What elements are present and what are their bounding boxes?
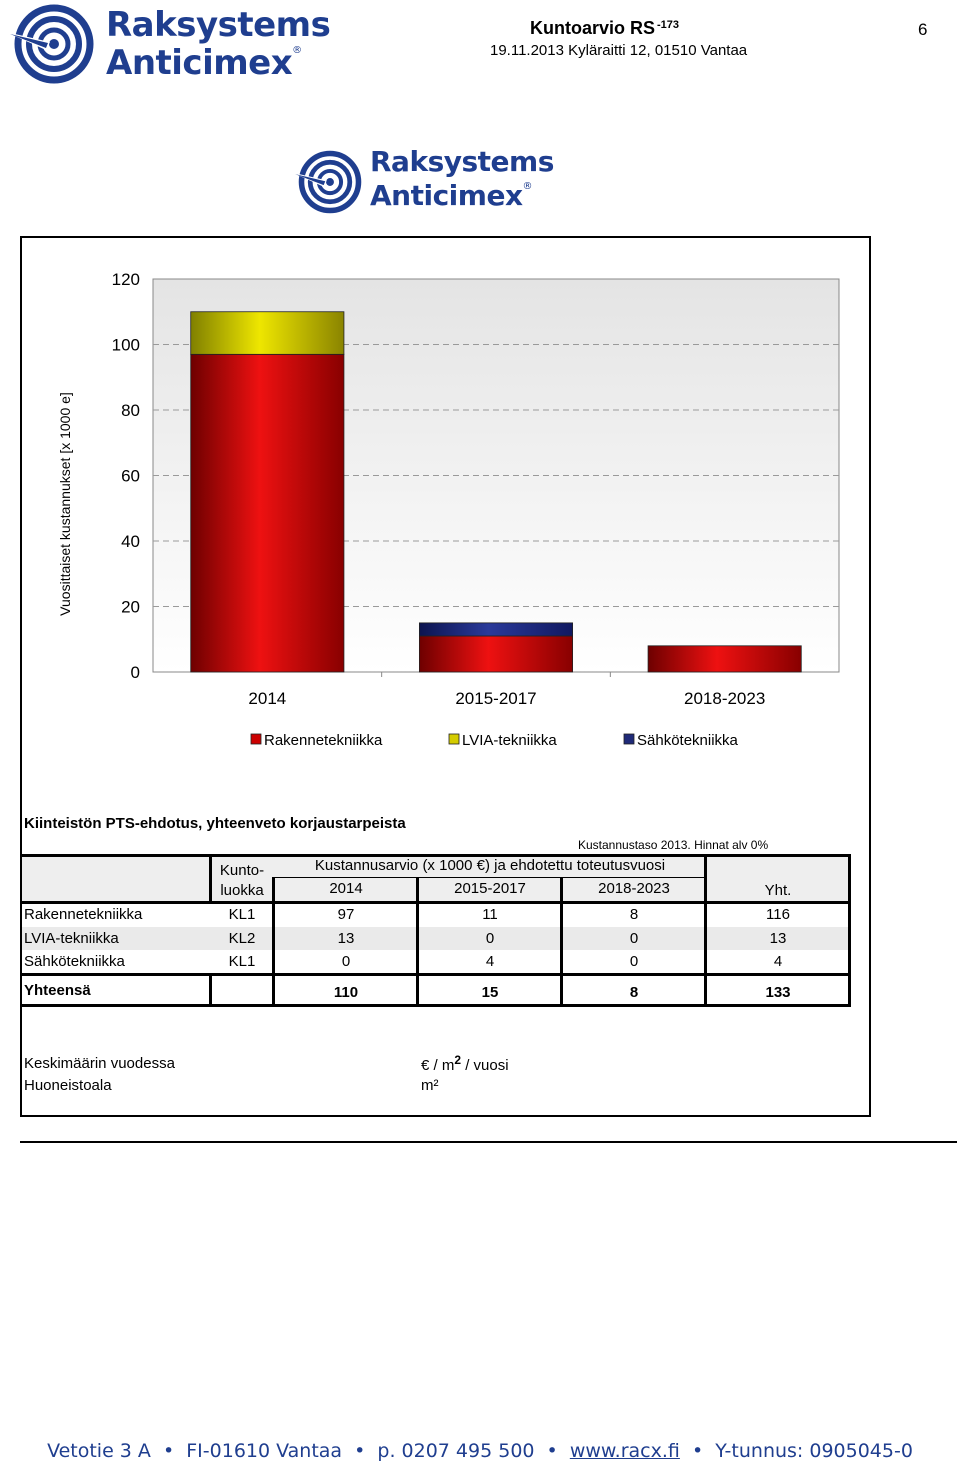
footer-bullet-2: •	[354, 1440, 366, 1462]
footer-bullet-1: •	[162, 1440, 175, 1462]
row-rak-v3: 8	[629, 906, 639, 923]
header-bottom-line	[22, 901, 850, 904]
header-cost-group: Kustannusarvio (x 1000 €) ja ehdotettu toteutusvuosi	[314, 857, 666, 874]
footer-address: Vetotie 3 A	[47, 1440, 151, 1462]
header-year-3: 2018-2023	[598, 880, 670, 897]
sum-label: Yhteensä	[24, 982, 91, 999]
sum-v1: 110	[333, 984, 359, 1001]
footer-business-id: Y-tunnus: 0905045-0	[715, 1440, 913, 1462]
footer-website-link[interactable]: www.racx.fi	[569, 1440, 680, 1462]
y-tick-label: 80	[121, 401, 140, 420]
area-label: Huoneistoala	[24, 1077, 112, 1094]
row-lvia-total: 13	[769, 930, 787, 947]
report-subtitle: 19.11.2013 Kyläraitti 12, 01510 Vantaa	[490, 42, 748, 59]
footer-bullet-4: •	[691, 1440, 704, 1462]
header-year-1: 2014	[329, 880, 363, 897]
y-tick-label: 20	[121, 597, 140, 617]
legend-label: LVIA-tekniikka	[462, 732, 557, 749]
table-title: Kiinteistön PTS-ehdotus, yhteenveto korjaustarpeista	[24, 815, 406, 832]
header-class-2: luokka	[220, 882, 264, 899]
page-footer	[0, 1440, 960, 1462]
center-logo-line-1: Raksystems	[370, 145, 554, 178]
row-lvia-name: LVIA-tekniikka	[24, 930, 119, 947]
sum-total: 133	[765, 984, 791, 1001]
y-axis-label: Vuosittaiset kustannukset [x 1000 e]	[57, 392, 73, 616]
x-tick-label: 2014	[248, 689, 287, 708]
row-sahko-class: KL1	[228, 953, 256, 970]
avg-unit	[421, 1053, 509, 1074]
y-tick-label: 0	[130, 663, 140, 682]
table-bottom-line	[22, 1004, 850, 1007]
row-lvia-v2: 0	[485, 930, 495, 947]
row-sahko-v3: 0	[629, 953, 639, 970]
y-tick-label: 120	[111, 270, 140, 289]
row-rak-class: KL1	[228, 906, 256, 923]
area-unit: m²	[421, 1077, 439, 1094]
page-divider	[20, 1141, 957, 1143]
y-tick-label: 40	[121, 532, 140, 551]
row-lvia-v3: 0	[629, 930, 639, 947]
row-sahko-v2: 4	[485, 953, 495, 970]
avg-label: Keskimäärin vuodessa	[24, 1055, 175, 1072]
x-tick-label: 2015-2017	[455, 689, 537, 708]
row-rak-v1: 97	[337, 906, 355, 923]
page-number: 6	[918, 20, 928, 39]
footer-phone: p. 0207 495 500	[377, 1440, 535, 1462]
avg-unit-post: / vuosi	[461, 1057, 509, 1074]
row-rak-v2: 11	[482, 906, 498, 923]
legend-label: Sähkötekniikka	[637, 732, 738, 749]
avg-unit-sup: 2	[454, 1053, 462, 1067]
sum-v2: 15	[481, 984, 499, 1001]
footer-bullet-3: •	[546, 1440, 558, 1462]
y-tick-label: 60	[121, 466, 140, 486]
cost-level-note: Kustannustaso 2013. Hinnat alv 0%	[578, 838, 769, 852]
center-logo-line-2-text: Anticimex	[370, 179, 523, 212]
row-sahko-total: 4	[773, 953, 783, 970]
sum-top-line	[22, 973, 850, 976]
row-lvia-class: KL2	[228, 930, 256, 947]
header-year-2: 2015-2017	[454, 880, 526, 897]
report-title-number: -173	[657, 19, 680, 31]
sum-v3: 8	[629, 984, 639, 1001]
report-title-text: Kuntoarvio RS	[530, 18, 656, 38]
row-sahko-v1: 0	[341, 953, 351, 970]
logo-line-2-text: Anticimex	[106, 43, 293, 83]
header-total: Yht.	[764, 882, 792, 899]
avg-unit-pre: € / m	[421, 1057, 455, 1074]
row-lvia-v1: 13	[337, 930, 355, 947]
center-logo-reg-mark: ®	[522, 181, 533, 192]
x-tick-label: 2018-2023	[684, 689, 766, 708]
y-tick-label: 100	[111, 335, 140, 355]
group-header-underline	[273, 877, 707, 878]
logo-line-1: Raksystems	[106, 5, 331, 45]
vline-class-left-sum	[209, 975, 212, 1006]
legend-label: Rakennetekniikka	[264, 732, 383, 749]
logo-reg-mark: ®	[292, 45, 302, 56]
header-class-1: Kunto-	[219, 862, 265, 879]
row-sahko-name: Sähkötekniikka	[24, 953, 125, 970]
row-rak-total: 116	[766, 906, 790, 923]
row-rak-name: Rakennetekniikka	[24, 906, 143, 923]
footer-city: FI-01610 Vantaa	[186, 1440, 343, 1462]
